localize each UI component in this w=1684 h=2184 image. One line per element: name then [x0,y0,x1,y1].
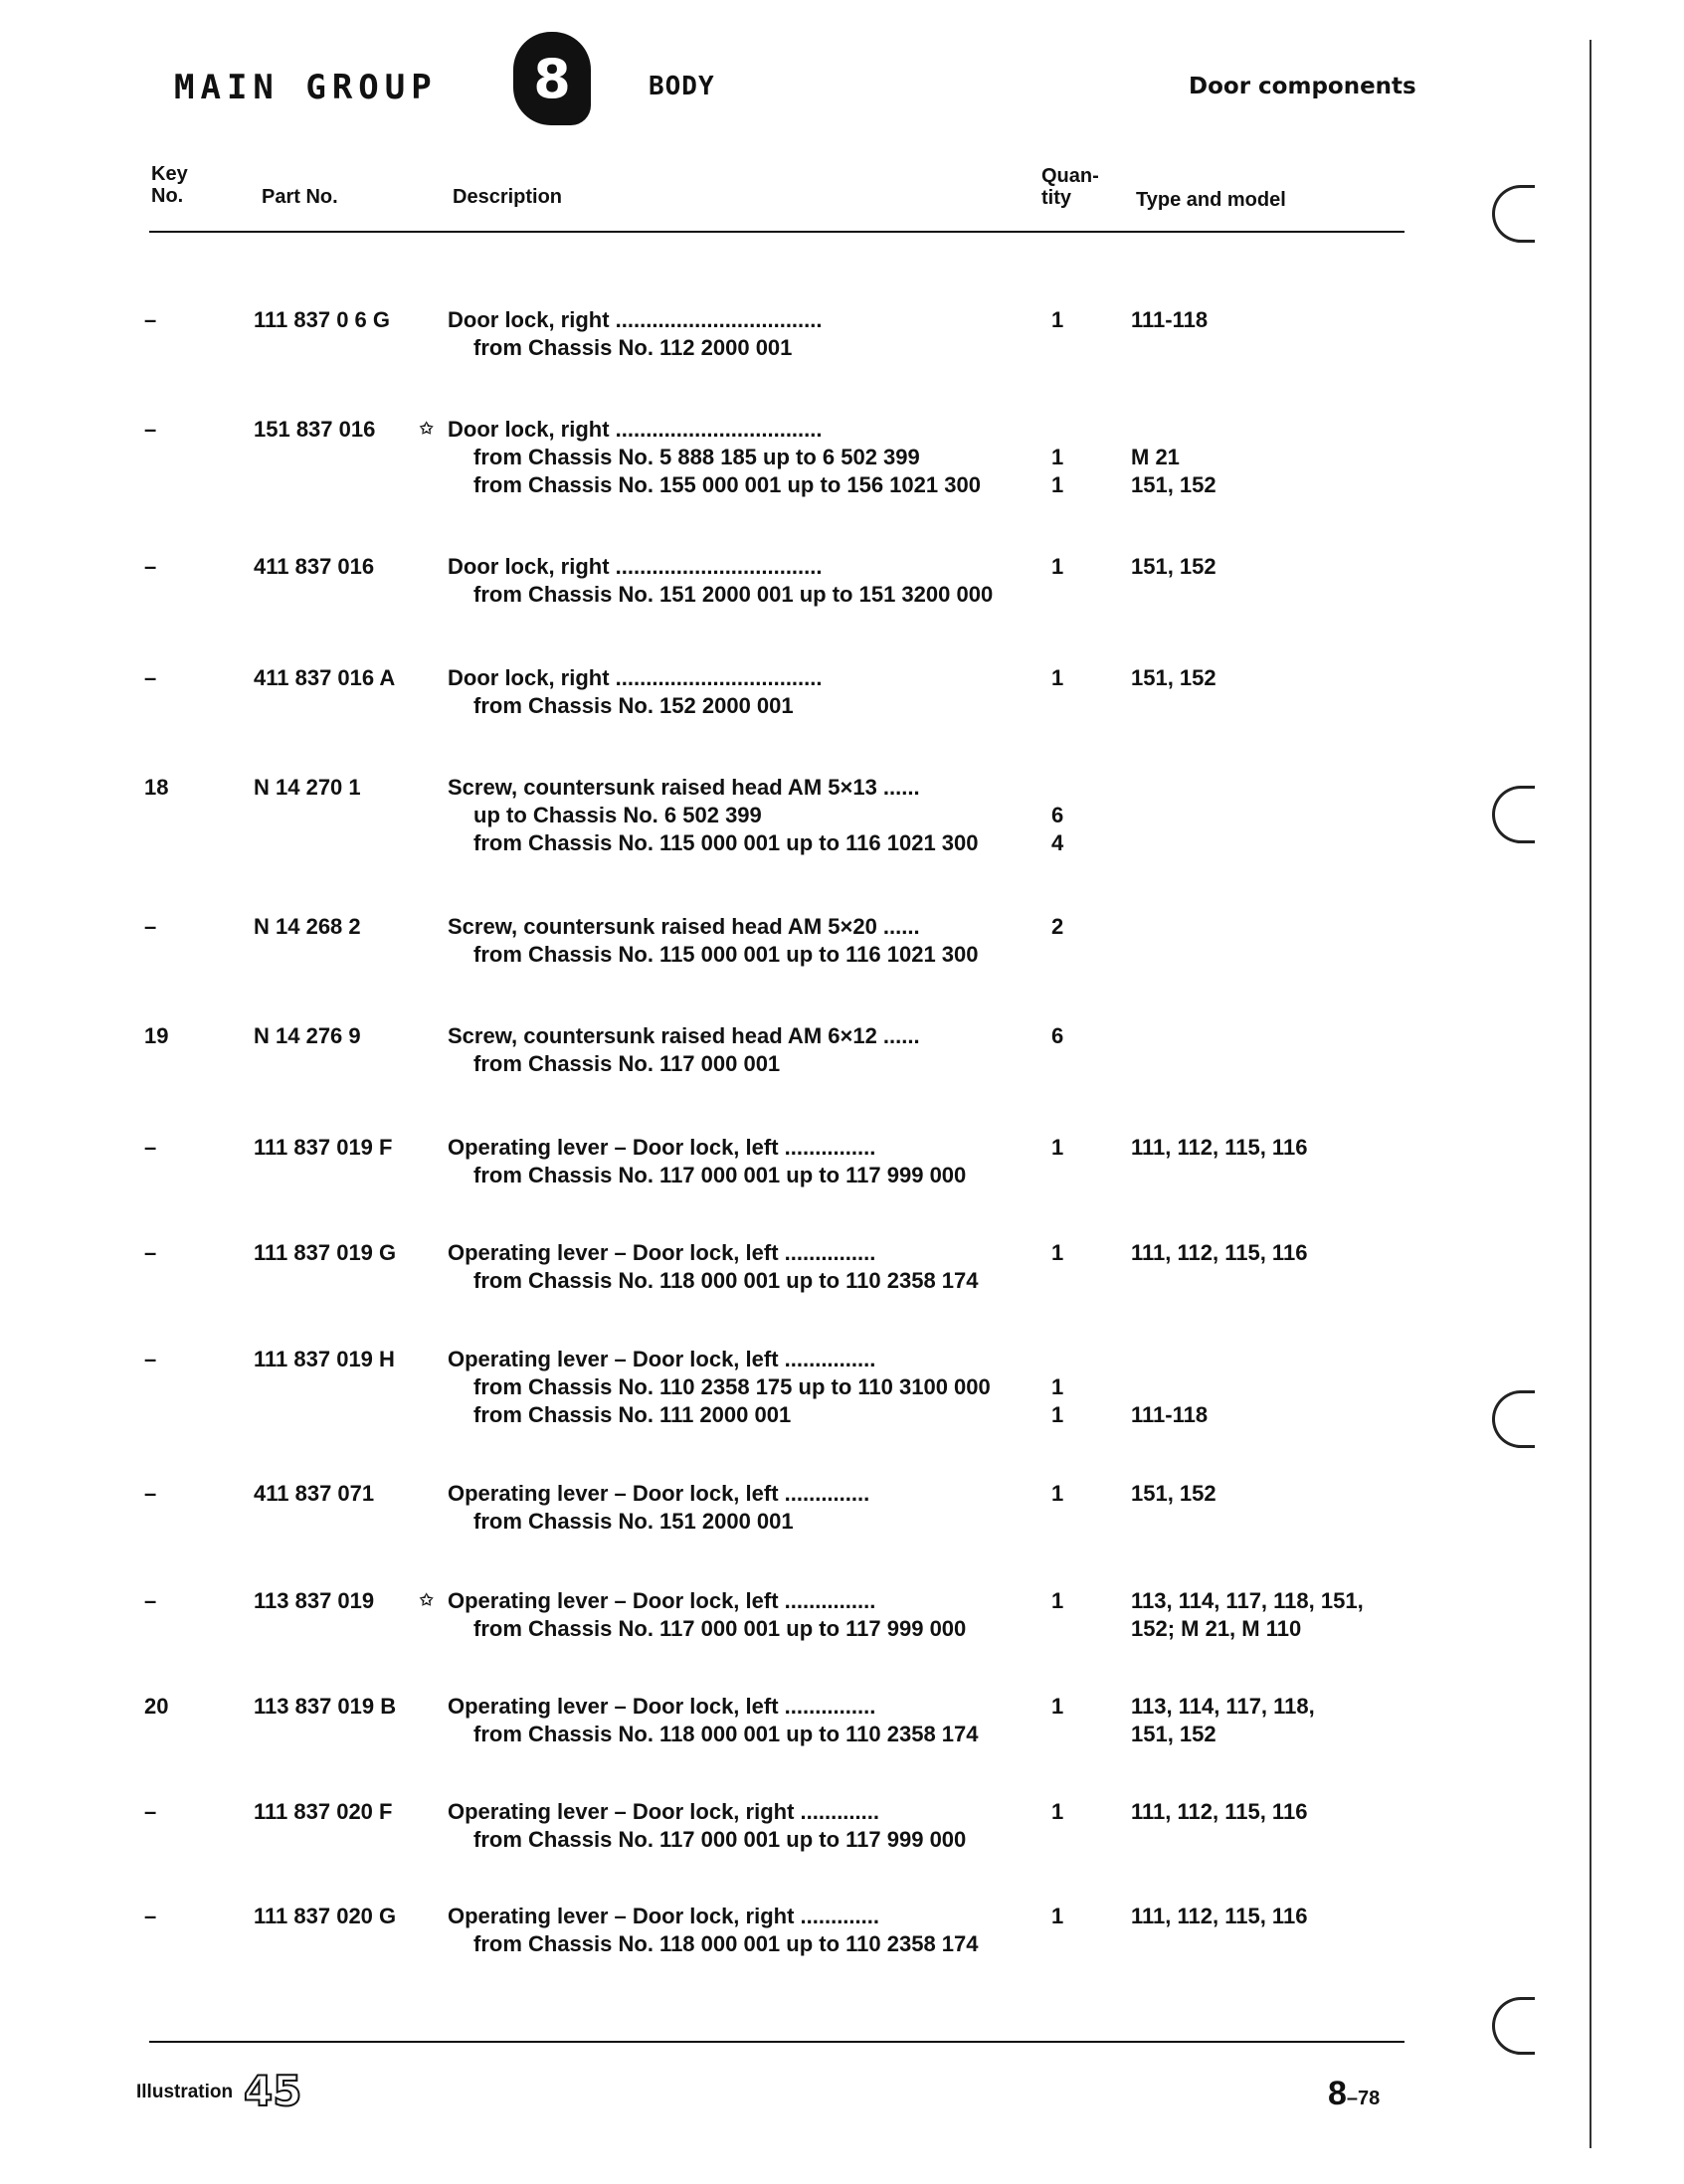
key-number: 18 [144,775,169,800]
description [448,1798,1025,1854]
description-main: Door lock, right .................................. [448,307,823,332]
description-chassis-range: from Chassis No. 115 000 001 up to 116 1021 300 [473,942,979,967]
description [448,1346,1025,1429]
description-main: Operating lever – Door lock, left ............... [448,1135,876,1160]
description [448,1134,1025,1189]
part-number: 111 837 019 F [254,1135,393,1160]
type-model-value: 111-118 [1131,1402,1209,1427]
type-model-value: 151, 152 [1131,1722,1216,1746]
quantity [1051,1134,1091,1162]
description-chassis-range: from Chassis No. 117 000 001 up to 117 999 000 [473,1827,967,1852]
description [448,1480,1025,1536]
key-number: – [144,1904,157,1928]
part-number: 411 837 016 [254,554,375,579]
quantity-value: 1 [1051,1135,1064,1160]
description-chassis-range: from Chassis No. 117 000 001 up to 117 999 000 [473,1163,967,1187]
type-model-value [1131,1373,1409,1401]
quantity-value: 1 [1051,1481,1064,1506]
part-number: N 14 276 9 [254,1023,361,1048]
description-main: Operating lever – Door lock, left ............... [448,1240,876,1265]
quantity [1051,913,1091,941]
key-number: – [144,1135,157,1160]
binder-ring-mark [1492,185,1535,243]
key-number: – [144,1240,157,1265]
type-model-value: 113, 114, 117, 118, 151, [1131,1588,1364,1613]
quantity-value: 1 [1051,1374,1064,1399]
column-header-description: Description [453,186,563,208]
quantity [1051,1693,1091,1721]
part-number: 111 837 019 H [254,1347,395,1371]
quantity-value: 1 [1051,1588,1064,1613]
type-model-value: 111, 112, 115, 116 [1131,1135,1308,1160]
column-header-quantity: Quan-tity [1041,165,1099,209]
type-model [1131,1480,1409,1508]
binder-ring-mark [1492,786,1535,843]
description [448,416,1025,499]
quantity-value: 1 [1051,1240,1064,1265]
quantity [1051,416,1091,499]
part-number: 411 837 016 A [254,665,396,690]
illustration-number: 45 [244,2067,302,2115]
type-model-value: 151, 152 [1131,554,1216,579]
type-model-value: M 21 [1131,445,1180,469]
description [448,1903,1025,1958]
part-number: N 14 270 1 [254,775,361,800]
quantity-value [1051,774,1091,802]
part-number: N 14 268 2 [254,914,361,939]
section-title: BODY [649,72,715,101]
description-main: Operating lever – Door lock, right ............. [448,1799,879,1824]
description [448,1022,1025,1078]
description-chassis-range: from Chassis No. 151 2000 001 up to 151 3200 000 [473,582,994,607]
key-number: – [144,1347,157,1371]
key-number: – [144,1799,157,1824]
description [448,1239,1025,1295]
type-model [1131,416,1409,499]
type-model [1131,553,1409,581]
type-model-value: 111, 112, 115, 116 [1131,1799,1308,1824]
type-model [1131,1693,1409,1748]
quantity [1051,774,1091,857]
description-chassis-range: from Chassis No. 118 000 001 up to 110 2358 174 [473,1931,979,1956]
description-chassis-range: from Chassis No. 151 2000 001 [473,1509,794,1534]
key-number: – [144,914,157,939]
description-chassis-range: up to Chassis No. 6 502 399 [473,803,762,827]
column-header-key-no: Key No. [151,163,188,207]
page-number-main: 8 [1328,2075,1347,2112]
description [448,913,1025,969]
type-model-value: 151, 152 [1131,472,1216,497]
quantity-value: 1 [1051,1402,1064,1427]
description-chassis-range: from Chassis No. 118 000 001 up to 110 2358 174 [473,1722,979,1746]
description-main: Screw, countersunk raised head AM 5×13 ...... [448,775,920,800]
description [448,553,1025,609]
description-main: Operating lever – Door lock, left .............. [448,1481,870,1506]
description [448,664,1025,720]
type-model [1131,1798,1409,1826]
description-chassis-range: from Chassis No. 155 000 001 up to 156 1021 300 [473,472,981,497]
quantity-value: 1 [1051,1904,1064,1928]
quantity [1051,1903,1091,1930]
key-number: – [144,417,157,442]
quantity-value: 1 [1051,1694,1064,1719]
quantity [1051,306,1091,334]
type-model [1131,1134,1409,1162]
star-icon: ✩ [420,1592,434,1609]
quantity [1051,1798,1091,1826]
type-model-value: 151, 152 [1131,1481,1216,1506]
quantity [1051,1022,1091,1050]
quantity-value: 1 [1051,307,1064,332]
description-chassis-range: from Chassis No. 115 000 001 up to 116 1021 300 [473,830,979,855]
description-main: Door lock, right .................................. [448,554,823,579]
binder-ring-mark [1492,1997,1535,2055]
part-number: 111 837 0 6 G [254,307,391,332]
type-model [1131,664,1409,692]
header-rule [149,231,1404,233]
quantity-value [1051,1346,1091,1373]
quantity [1051,664,1091,692]
type-model [1131,1587,1409,1643]
quantity-value: 1 [1051,472,1064,497]
description [448,774,1025,857]
type-model-value: 111, 112, 115, 116 [1131,1240,1308,1265]
page-number-sub: –78 [1346,2088,1381,2109]
type-model-value: 111-118 [1131,307,1209,332]
description-chassis-range: from Chassis No. 5 888 185 up to 6 502 399 [473,445,920,469]
description-main: Operating lever – Door lock, left ............... [448,1588,876,1613]
description-main: Operating lever – Door lock, right ............. [448,1904,879,1928]
key-number: – [144,1481,157,1506]
quantity [1051,1480,1091,1508]
key-number: 19 [144,1023,169,1048]
part-number: 111 837 020 F [254,1799,393,1824]
quantity [1051,1346,1091,1429]
description [448,306,1025,362]
main-group-label: MAIN GROUP [174,68,438,107]
key-number: – [144,1588,157,1613]
part-number: 113 837 019 B [254,1694,397,1719]
description-main: Operating lever – Door lock, left ............... [448,1347,876,1371]
description-chassis-range: from Chassis No. 152 2000 001 [473,693,794,718]
illustration-label: Illustration [136,2082,234,2102]
description-chassis-range: from Chassis No. 117 000 001 up to 117 999 000 [473,1616,967,1641]
type-model [1131,1346,1409,1429]
binder-ring-mark [1492,1390,1535,1448]
description-main: Screw, countersunk raised head AM 6×12 ...... [448,1023,920,1048]
description-main: Door lock, right .................................. [448,417,823,442]
quantity [1051,553,1091,581]
key-number: – [144,554,157,579]
group-number-badge: 8 [513,32,591,125]
description-chassis-range: from Chassis No. 118 000 001 up to 110 2358 174 [473,1268,979,1293]
quantity [1051,1587,1091,1615]
part-number: 411 837 071 [254,1481,375,1506]
column-header-part-no: Part No. [262,186,338,208]
type-model-value: 152; M 21, M 110 [1131,1616,1302,1641]
part-number: 151 837 016 [254,417,376,442]
key-number: – [144,665,157,690]
quantity [1051,1239,1091,1267]
quantity-value: 1 [1051,665,1064,690]
part-number: 111 837 019 G [254,1240,397,1265]
description-chassis-range: from Chassis No. 110 2358 175 up to 110 3100 000 [473,1374,991,1399]
type-model-value [1131,416,1409,444]
description-chassis-range: from Chassis No. 112 2000 001 [473,335,793,360]
part-number: 113 837 019 [254,1588,375,1613]
quantity-value: 1 [1051,554,1064,579]
description-chassis-range: from Chassis No. 111 2000 001 [473,1402,792,1427]
quantity-value: 2 [1051,914,1064,939]
star-icon: ✩ [420,421,434,438]
quantity-value [1051,416,1091,444]
type-model [1131,1239,1409,1267]
quantity-value: 6 [1051,1023,1064,1048]
quantity-value: 1 [1051,445,1064,469]
key-number: – [144,307,157,332]
type-model [1131,306,1409,334]
column-header-type-model: Type and model [1136,189,1286,211]
type-model-value: 151, 152 [1131,665,1216,690]
footer-rule [149,2041,1404,2043]
type-model-value: 113, 114, 117, 118, [1131,1694,1315,1719]
part-number: 111 837 020 G [254,1904,397,1928]
key-number: 20 [144,1694,169,1719]
quantity-value: 4 [1051,830,1064,855]
subsection-title: Door components [1189,74,1416,99]
quantity-value: 6 [1051,803,1064,827]
description [448,1587,1025,1643]
description [448,1693,1025,1748]
type-model [1131,1903,1409,1930]
description-main: Door lock, right .................................. [448,665,823,690]
quantity-value: 1 [1051,1799,1064,1824]
page-number [1328,2075,1380,2113]
type-model-value [1131,1346,1409,1373]
type-model-value: 111, 112, 115, 116 [1131,1904,1308,1928]
binding-edge [1590,40,1591,2148]
description-main: Operating lever – Door lock, left ............... [448,1694,876,1719]
description-chassis-range: from Chassis No. 117 000 001 [473,1051,781,1076]
description-main: Screw, countersunk raised head AM 5×20 ...... [448,914,920,939]
